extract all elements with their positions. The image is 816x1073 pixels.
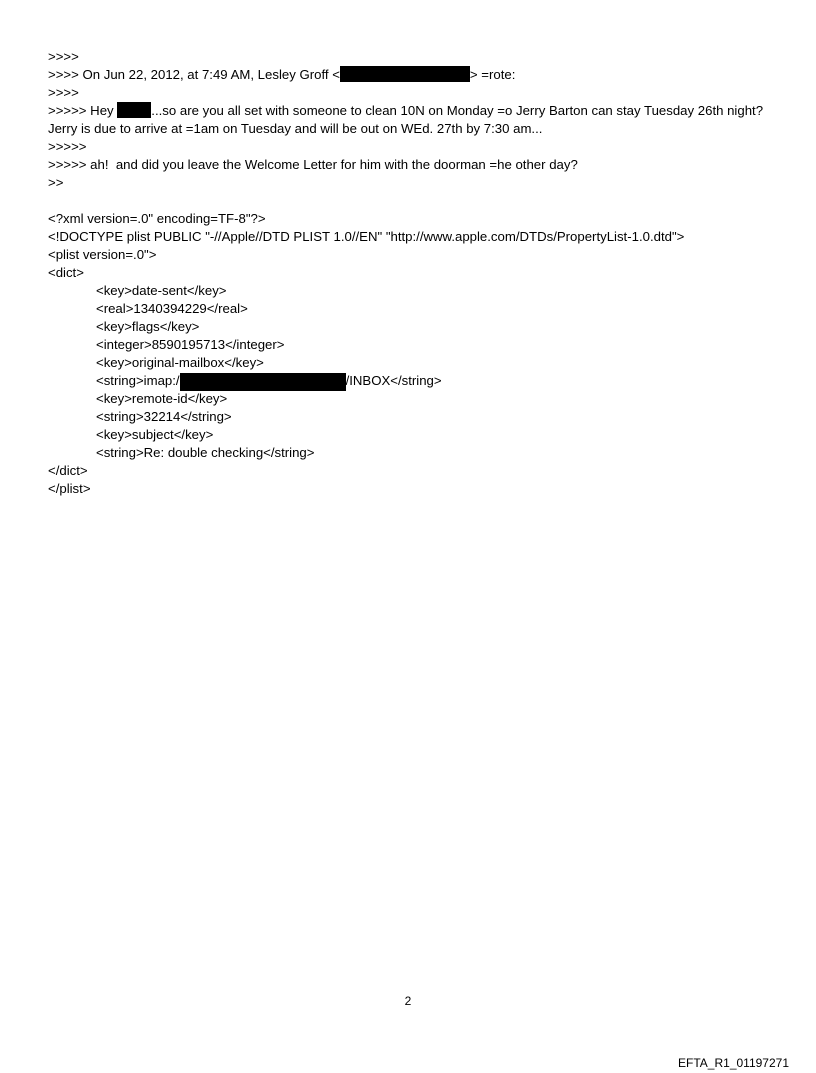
quote-line: >>>> (48, 85, 79, 100)
page-number: 2 (404, 994, 412, 1008)
plist-key: <key>date-sent</key> (96, 283, 227, 298)
plist-value-mailbox (48, 372, 788, 390)
plist-value: <real>1340394229</real> (96, 301, 248, 316)
dict-close-tag: </dict> (48, 463, 88, 478)
mailbox-prefix: <string>imap:/ (96, 373, 180, 388)
plist-value: <integer>8590195713</integer> (96, 337, 285, 352)
quote-header-suffix: > =rote: (469, 67, 516, 82)
blank-line (48, 192, 788, 210)
quote-header-prefix: >>>> On Jun 22, 2012, at 7:49 AM, Lesley Groff < (48, 67, 340, 82)
plist-close-tag: </plist> (48, 481, 91, 496)
doctype-line: <!DOCTYPE plist PUBLIC "-//Apple//DTD PLIST 1.0//EN" "http://www.apple.com/DTDs/PropertyList-1.0.dtd"> (48, 229, 685, 244)
message-text: ...so are you all set with someone to clean 10N on Monday =o Jerry Barton can stay Tuesday 26th night? Jerry is due to arrive at =1am on Tuesday and will be out on WEd. 27th by 7:30 am... (48, 103, 764, 136)
document-body (48, 48, 788, 498)
dict-open-tag: <dict> (48, 265, 84, 280)
plist-value: <string>Re: double checking</string> (96, 445, 315, 460)
redaction-box (180, 373, 346, 391)
plist-key: <key>flags</key> (96, 319, 200, 334)
plist-open-tag: <plist version=.0"> (48, 247, 157, 262)
quote-header-line (48, 66, 788, 84)
plist-key: <key>original-mailbox</key> (96, 355, 264, 370)
mailbox-suffix: /INBOX</string> (345, 373, 442, 388)
xml-declaration: <?xml version=.0" encoding=TF-8"?> (48, 211, 266, 226)
redaction-box (340, 66, 470, 82)
document-id: EFTA_R1_01197271 (678, 1056, 789, 1070)
quote-line: >>>> (48, 49, 79, 64)
plist-key: <key>remote-id</key> (96, 391, 228, 406)
message-line: >>>>> ah! and did you leave the Welcome Letter for him with the doorman =he other day? (48, 157, 578, 172)
quote-line: >>>>> (48, 139, 87, 154)
redaction-box (117, 102, 151, 118)
plist-key: <key>subject</key> (96, 427, 214, 442)
quote-line: >> (48, 175, 64, 190)
message-paragraph (48, 102, 788, 138)
message-greeting: >>>>> Hey (48, 103, 118, 118)
plist-value: <string>32214</string> (96, 409, 232, 424)
